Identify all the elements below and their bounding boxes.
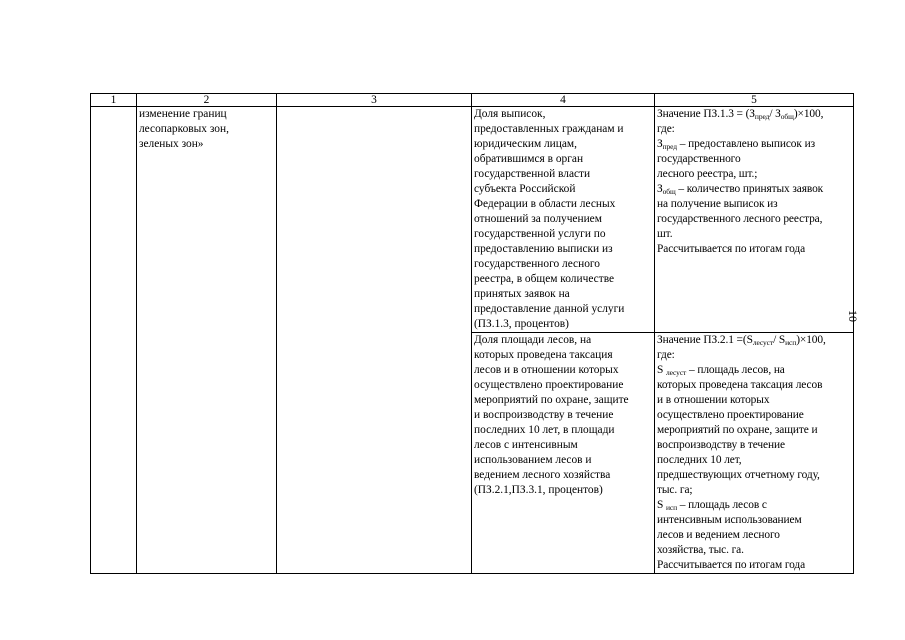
text-line: зеленых зон» — [139, 138, 204, 150]
text-line: и воспроизводству в течение — [474, 409, 614, 421]
text-line: хозяйства, тыс. га. — [657, 544, 744, 556]
text-line: которых проведена таксация — [474, 349, 613, 361]
header-cell: 2 — [137, 94, 277, 107]
table-row — [91, 107, 854, 333]
text-line: последних 10 лет, — [657, 454, 742, 466]
text-line: лесов и в отношении которых — [474, 364, 619, 376]
formula-line: Значение $ПЗ.2.1 =(S_{лесуст}/$ $S_{исп})\times 100$, — [657, 334, 826, 347]
text-line: лесов с интенсивным — [474, 439, 578, 451]
text-line: государственного лесного — [474, 258, 600, 270]
text-line: Доля площади лесов, на — [474, 334, 592, 346]
text-line: предшествующих отчетному году, — [657, 469, 820, 481]
col2-cell — [137, 107, 277, 574]
col3-cell — [277, 107, 472, 574]
text-line: принятых заявок на — [474, 288, 570, 300]
text-line: предоставлению выписки из — [474, 243, 613, 255]
text-line: интенсивным использованием — [657, 514, 802, 526]
text-line: обратившимся в орган — [474, 153, 584, 165]
text-line: государственного лесного реестра, — [657, 213, 823, 225]
header-cell: 4 — [472, 94, 655, 107]
text-line: осуществлено проектирование — [657, 409, 804, 421]
header-cell: 1 — [91, 94, 137, 107]
text-line: шт. — [657, 228, 673, 240]
text-line: ведением лесного хозяйства — [474, 469, 611, 481]
text-line: реестра, в общем количестве — [474, 273, 615, 285]
text-line: субъекта Российской — [474, 183, 576, 195]
text-line: где: — [657, 123, 675, 135]
text-line: Рассчитывается по итогам года — [657, 243, 806, 255]
formula-line: Значение $ПЗ.1.3 = (З_{пред}/$ $З_{общ})\times 100$, — [657, 108, 824, 121]
text-line: которых проведена таксация лесов — [657, 379, 823, 391]
header-cell: 5 — [655, 94, 854, 107]
indicator-table — [90, 93, 854, 574]
variable-line: S $_{лесуст}$ – площадь лесов, на — [657, 364, 785, 377]
text-line: где: — [657, 349, 675, 361]
text-line: и в отношении которых — [657, 394, 770, 406]
col1-cell — [91, 107, 137, 574]
text-line: государственной услуги по — [474, 228, 606, 240]
formula-cell — [655, 107, 854, 333]
page-number: 10 — [846, 310, 860, 322]
text-line: отношений за получением — [474, 213, 602, 225]
text-line: лесного реестра, шт.; — [657, 168, 758, 180]
text-line: тыс. га; — [657, 484, 693, 496]
header-cell: 3 — [277, 94, 472, 107]
text-line: Доля выписок, — [474, 108, 546, 120]
text-line: мероприятий по охране, защите — [474, 394, 629, 406]
text-line: предоставление данной услуги — [474, 303, 625, 315]
table-header-row — [91, 94, 854, 107]
text-line: мероприятий по охране, защите и — [657, 424, 818, 436]
text-line: Рассчитывается по итогам года — [657, 559, 806, 571]
text-line: осуществлено проектирование — [474, 379, 624, 391]
text-line: юридическим лицам, — [474, 138, 577, 150]
indicator-description-cell — [472, 333, 655, 574]
text-line: (ПЗ.1.3, процентов) — [474, 318, 569, 330]
text-line: на получение выписок из — [657, 198, 778, 210]
indicator-description-cell — [472, 107, 655, 333]
text-line: государственной власти — [474, 168, 591, 180]
variable-line: $З_{общ}$ – количество принятых заявок — [657, 183, 824, 196]
text-line: Федерации в области лесных — [474, 198, 616, 210]
variable-line: S $_{исп}$ – площадь лесов с — [657, 499, 767, 512]
text-line: изменение границ — [139, 108, 227, 120]
text-line: лесопарковых зон, — [139, 123, 229, 135]
text-line: предоставленных гражданам и — [474, 123, 624, 135]
text-line: (ПЗ.2.1,ПЗ.3.1, процентов) — [474, 484, 603, 496]
text-line: использованием лесов и — [474, 454, 592, 466]
text-line: лесов и ведением лесного — [657, 529, 780, 541]
formula-cell — [655, 333, 854, 574]
text-line: государственного — [657, 153, 741, 165]
variable-line: $З_{пред}$ – предоставлено выписок из — [657, 138, 815, 151]
text-line: последних 10 лет, в площади — [474, 424, 615, 436]
text-line: воспроизводству в течение — [657, 439, 785, 451]
